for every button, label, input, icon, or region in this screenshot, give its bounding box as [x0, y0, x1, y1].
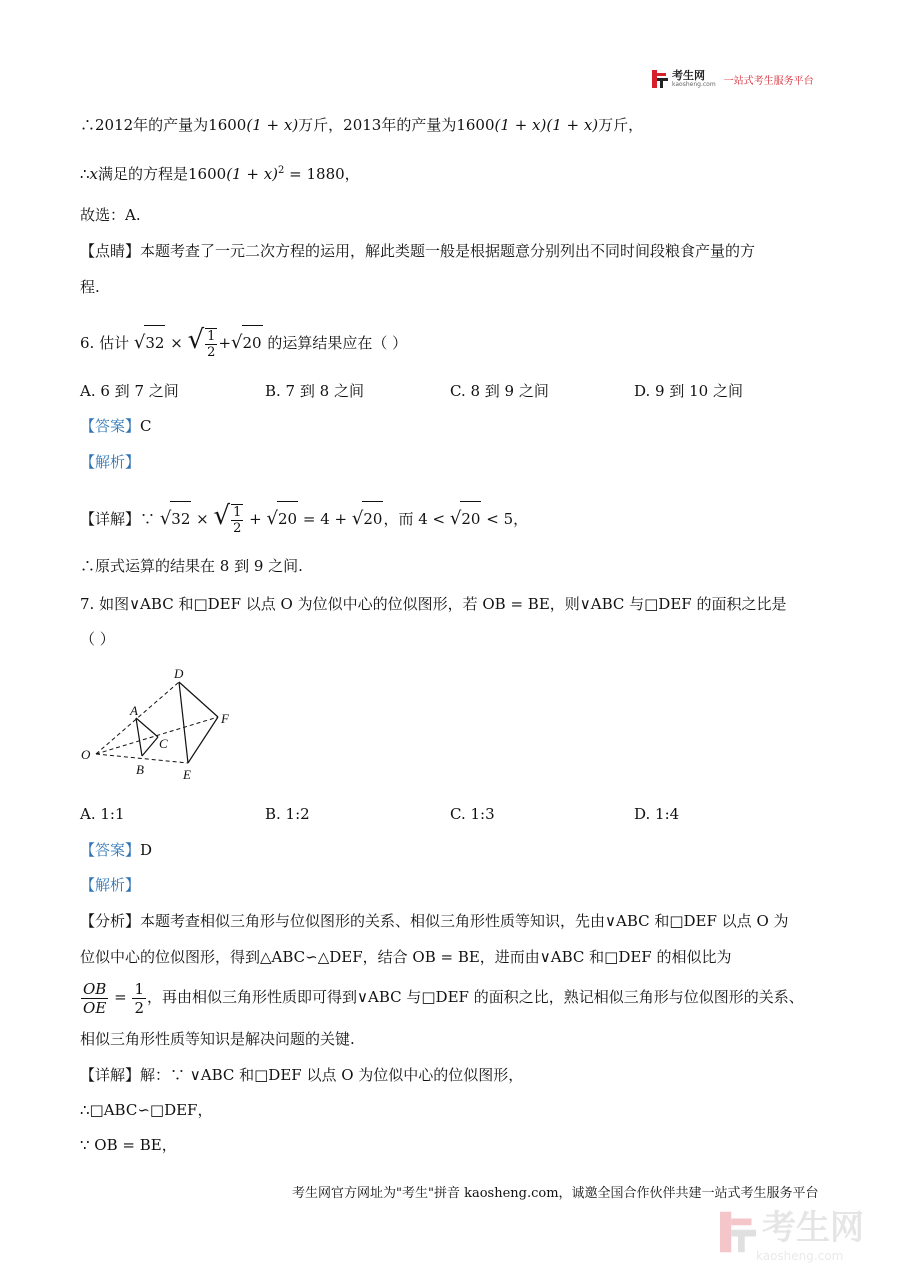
text-segment: 万斤，2013年的产量为1600 — [298, 116, 495, 134]
text-segment: = 1880， — [284, 165, 360, 183]
equals-text: = 4 + — [302, 510, 348, 528]
variable-x: x — [89, 165, 99, 183]
q6-detail: 【详解】∵ √32 × √ $\frac{1}{2}$ + √20 = 4 + √20，而 4 < √20 < 5， — [80, 501, 529, 536]
solution-line-3: 故选：A. — [80, 206, 141, 224]
plus-symbol: + — [249, 510, 262, 528]
q7-option-a: A. 1:1 — [80, 805, 125, 823]
solution-line-1 — [80, 114, 643, 136]
q7-stem: 7. 如图∨ABC 和□DEF 以点 O 为位似中心的位似图形，若 OB = BE，则∨ABC 与□DEF 的面积之比是 — [80, 595, 787, 613]
q6-analysis-label: 【解析】 — [80, 453, 141, 471]
plus-symbol: + — [218, 334, 232, 352]
equals-symbol: = — [114, 988, 127, 1006]
detail-mid: ，而 4 < — [383, 510, 446, 528]
q6-answer — [80, 415, 152, 437]
answer-value: D — [140, 841, 153, 859]
q6-option-b: B. 7 到 8 之间 — [265, 382, 364, 400]
q6-stem: 6. 估计 √32 × √ $\frac{1}{2}$ +√20 的运算结果应在（ ） — [80, 325, 408, 360]
solution-line-5: 程. — [80, 278, 100, 296]
q6-radicand-2: 20 — [460, 501, 481, 536]
answer-value: C — [140, 417, 152, 435]
label-c: C — [159, 736, 168, 751]
times-symbol: × — [170, 334, 183, 352]
math-segment: (1 + x)(1 + x) — [494, 116, 599, 134]
q7-analysis-line-2: 位似中心的位似图形，得到△ABC∽△DEF，结合 OB = BE，进而由∨ABC 和□DEF 的相似比为 — [80, 948, 732, 966]
q6-option-a: A. 6 到 7 之间 — [80, 382, 179, 400]
q7-analysis-line-4: 相似三角形性质等知识是解决问题的关键. — [80, 1030, 355, 1048]
q7-option-d: D. 1:4 — [634, 805, 680, 823]
label-a: A — [130, 703, 138, 718]
label-b: B — [136, 762, 144, 777]
solution-line-4: 【点睛】本题考查了一元二次方程的运用，解此类题一般是根据题意分别列出不同时间段粮食产量的方 — [80, 242, 756, 260]
fraction-numerator: 1 — [134, 979, 145, 998]
label-e: E — [183, 767, 191, 782]
text-segment: ，再由相似三角形性质即可得到∨ABC 与□DEF 的面积之比，熟记相似三角形与位似图形的关系、 — [147, 988, 804, 1006]
watermark-brand: 考生网 — [762, 1208, 864, 1248]
solution-line-2 — [80, 160, 360, 185]
watermark-logo-icon — [720, 1210, 756, 1254]
q7-similar-triangles-figure — [78, 662, 248, 788]
label-f: F — [221, 711, 229, 726]
watermark — [720, 1200, 864, 1263]
q7-option-c: C. 1:3 — [450, 805, 495, 823]
q6-prefix: 6. 估计 — [80, 334, 130, 352]
q7-detail-line-1: 【详解】解：∵ ∨ABC 和□DEF 以点 O 为位似中心的位似图形， — [80, 1066, 524, 1084]
exponent: 2 — [278, 165, 285, 176]
q7-detail-line-2: ∴□ABC∽□DEF， — [80, 1101, 213, 1119]
q6-radicand-1: 32 — [170, 501, 191, 536]
q7-option-b: B. 1:2 — [265, 805, 310, 823]
detail-end: < 5， — [486, 510, 529, 528]
q7-analysis-line-3 — [80, 977, 804, 1017]
answer-label: 【答案】 — [80, 417, 141, 435]
q6-option-c: C. 8 到 9 之间 — [450, 382, 549, 400]
fraction-denominator: OE — [83, 998, 107, 1017]
q7-answer — [80, 839, 152, 861]
q7-detail-line-3: ∵ OB = BE， — [80, 1136, 177, 1154]
times-symbol: × — [196, 510, 209, 528]
fraction-denominator: 2 — [207, 345, 216, 360]
fraction-numerator: OB — [83, 979, 107, 998]
detail-label: 【详解】 — [80, 510, 141, 528]
because-symbol: ∵ — [140, 510, 156, 528]
label-o: O — [81, 747, 91, 762]
q6-radicand-2: 20 — [242, 325, 263, 360]
fraction-numerator: 1 — [233, 505, 242, 520]
header-brand: 考生网 — [672, 69, 705, 82]
q6-conclusion: ∴原式运算的结果在 8 到 9 之间. — [80, 557, 303, 575]
therefore-symbol: ∴ — [80, 165, 90, 183]
q6-radicand-2: 20 — [277, 501, 298, 536]
math-segment: (1 + x) — [226, 165, 279, 183]
fraction-denominator: 2 — [134, 998, 145, 1017]
fraction-denominator: 2 — [233, 521, 242, 536]
q6-radicand-1: 32 — [144, 325, 165, 360]
q6-radicand-2: 20 — [362, 501, 383, 536]
q6-option-d: D. 9 到 10 之间 — [634, 382, 743, 400]
watermark-sub: kaosheng.com — [756, 1249, 844, 1263]
text-segment: 满足的方程是1600 — [98, 165, 227, 183]
q7-analysis-line-1: 【分析】本题考查相似三角形与位似图形的关系、相似三角形性质等知识，先由∨ABC 和□DEF 以点 O 为 — [80, 912, 789, 930]
q6-suffix: 的运算结果应在（ ） — [267, 334, 408, 352]
label-d: D — [174, 666, 184, 681]
header-brand-sub: kaosheng.com — [672, 81, 716, 88]
answer-label: 【答案】 — [80, 841, 141, 859]
q7-analysis-label: 【解析】 — [80, 876, 141, 894]
kaosheng-logo-icon — [652, 70, 668, 88]
footer-text: 考生网官方网址为"考生"拼音 kaosheng.com，诚邀全国合作伙伴共建一站式考生服务平台 — [292, 1186, 819, 1201]
text-segment: 万斤， — [598, 116, 644, 134]
q7-paren: （ ） — [80, 630, 115, 648]
header-slogan: 一站式考生服务平台 — [723, 75, 814, 87]
text-segment: ∴2012年的产量为1600 — [80, 116, 247, 134]
math-segment: (1 + x) — [246, 116, 299, 134]
header-logo — [652, 70, 814, 88]
fraction-numerator: 1 — [207, 329, 216, 344]
